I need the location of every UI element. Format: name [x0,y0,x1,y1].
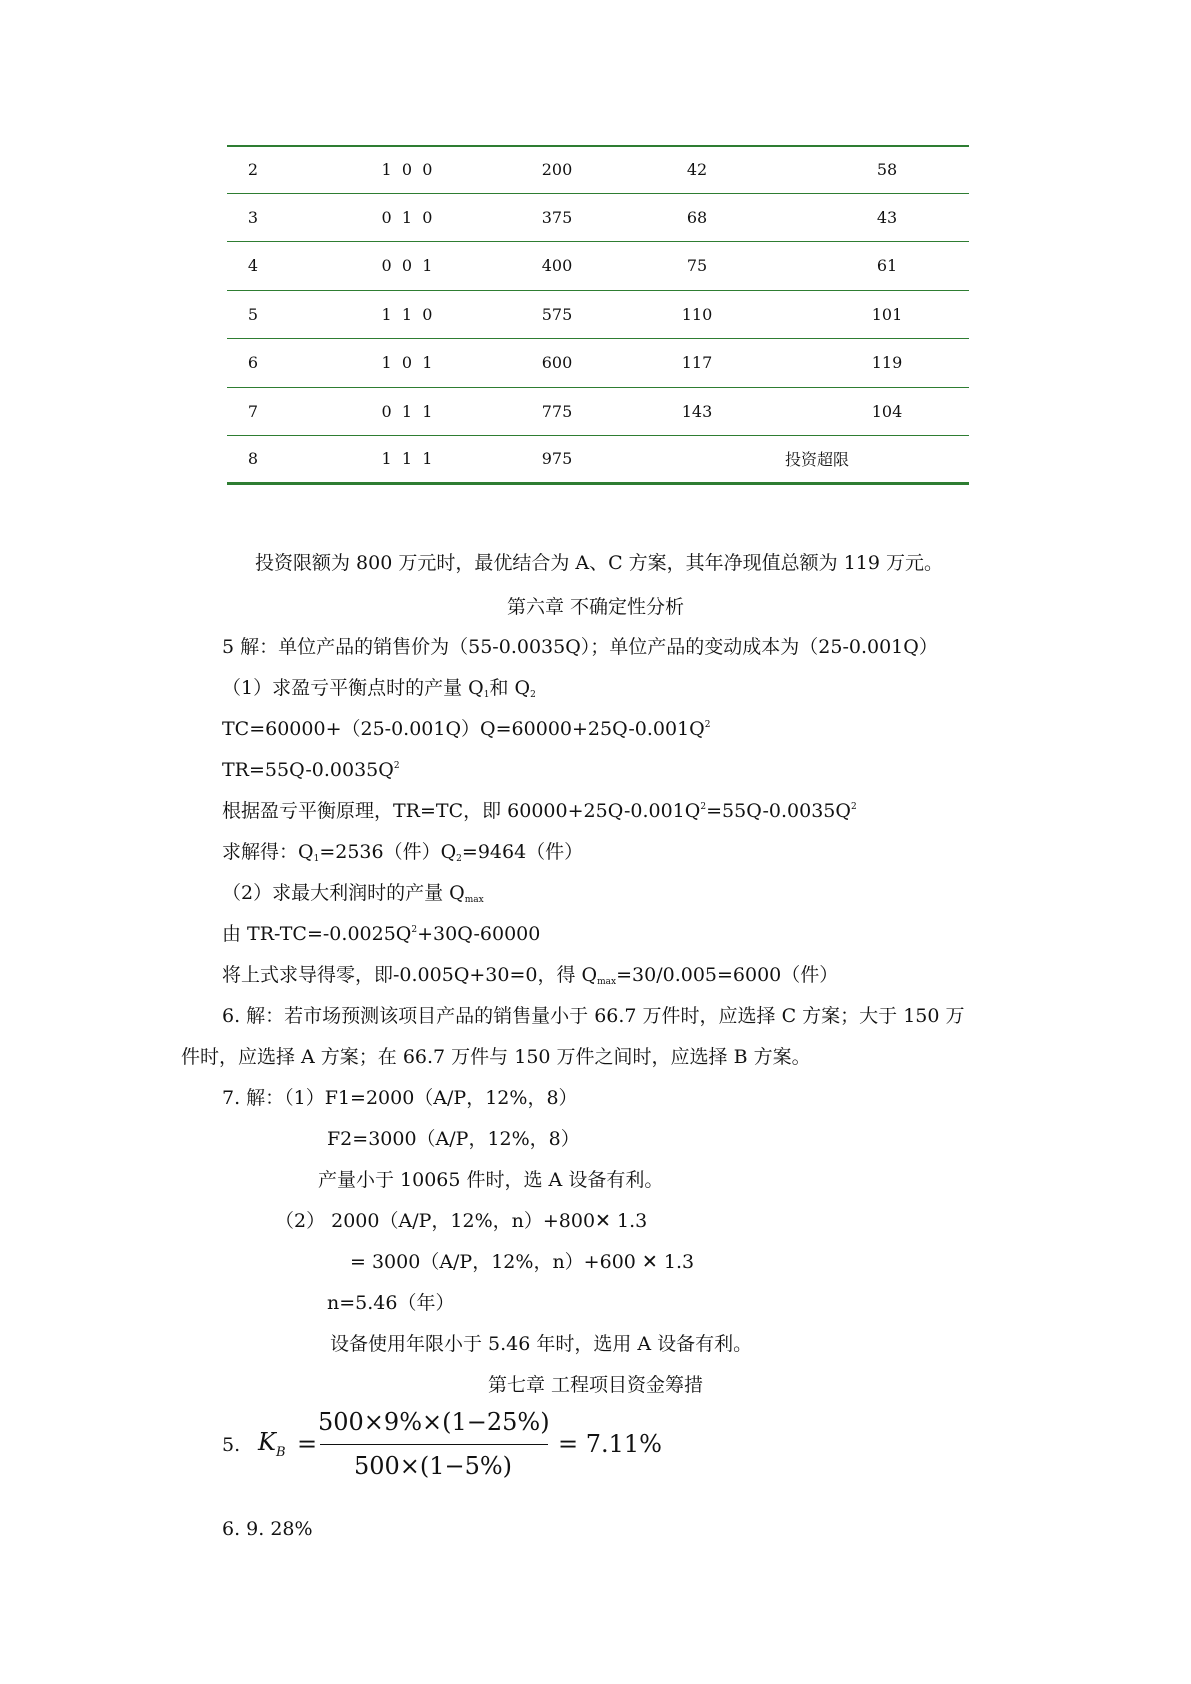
text-span: （1）求盈亏平衡点时的产量 Q [222,677,484,699]
row-number: 5 [247,304,259,324]
combination-code: 0 1 1 [381,401,433,421]
row-number: 7 [247,401,259,421]
combination-code: 0 0 1 [381,256,433,276]
value-column-2: 43 [876,207,898,227]
formula-label: 5. [222,1434,241,1456]
break-even-principle [222,802,857,821]
investment-value: 575 [541,304,573,324]
combination-code: 1 1 0 [381,304,433,324]
problem-5-intro: 5 解：单位产品的销售价为（55-0.0035Q）；单位产品的变动成本为（25-0.001Q） [222,636,938,658]
table-row [227,194,969,243]
investment-value: 775 [541,401,573,421]
problem-6-line-2: 件时，应选择 A 方案；在 66.7 万件与 150 万件之间时，应选择 B 方案。 [181,1046,811,1068]
subscript: 1 [483,690,490,700]
tc-equation [222,720,711,739]
investment-value: 600 [541,353,573,373]
value-column-1: 117 [681,353,713,373]
problem-6-answer: 6. 9. 28% [222,1518,313,1540]
text-span: 求解得：Q [222,841,314,863]
superscript: 2 [411,925,418,935]
solution-q1-q2 [222,843,583,864]
problem-5-step-1 [222,679,536,700]
combination-code: 1 0 0 [381,160,433,180]
problem-7-line-5: = 3000（A/P，12%，n）+600 ✕ 1.3 [350,1251,695,1273]
superscript: 2 [700,802,707,812]
table-row [227,436,969,485]
value-column-1: 75 [686,256,708,276]
problem-7-line-6: n=5.46（年） [327,1292,455,1314]
text-span: （2）求最大利润时的产量 Q [222,882,465,904]
fraction-denominator: 500×(1−5%) [353,1452,513,1480]
text-span: =55Q-0.0035Q [706,800,851,822]
formula-variable [258,1428,286,1460]
text-span: 和 Q [489,677,531,699]
subscript: max [597,977,617,987]
table-row [227,388,969,437]
subscript: 2 [530,690,536,700]
text-span: +30Q-60000 [417,923,541,945]
problem-5-step-2 [222,884,484,905]
text-span: TR=55Q-0.0035Q [222,759,394,781]
value-column-2: 61 [876,256,898,276]
conclusion-text: 投资限额为 800 万元时，最优结合为 A、C 方案，其年净现值总额为 119 万元。 [255,552,944,574]
row-number: 2 [247,160,259,180]
value-column-1: 42 [686,160,708,180]
text-span: 由 TR-TC=-0.0025Q [222,923,412,945]
table-row [227,242,969,291]
problem-7-line-7: 设备使用年限小于 5.46 年时，选用 A 设备有利。 [330,1333,753,1355]
text-span: K [258,1428,276,1456]
value-column-2: 119 [871,353,903,373]
combination-code: 1 0 1 [381,353,433,373]
merged-cell-over-limit: 投资超限 [784,450,849,470]
table-row [227,145,969,194]
superscript: 2 [393,761,400,771]
fraction-numerator: 500×9%×(1−25%) [318,1408,550,1436]
combination-code: 0 1 0 [381,207,433,227]
investment-value: 375 [541,207,573,227]
row-number: 3 [247,207,259,227]
cost-of-capital-formula [222,1408,722,1488]
table-row [227,339,969,388]
tr-equation [222,761,400,780]
text-span: =9464（件） [461,841,584,863]
table-row [227,291,969,340]
value-column-1: 143 [681,401,713,421]
row-number: 6 [247,353,259,373]
subscript: 2 [456,854,462,864]
fraction-bar [320,1444,548,1445]
subscript: B [275,1445,286,1460]
subscript: max [464,895,484,905]
problem-7-line-1: 7. 解：（1）F1=2000（A/P，12%，8） [222,1087,578,1109]
investment-value: 200 [541,160,573,180]
profit-equation [222,925,540,944]
derivative-solution [222,966,838,987]
problem-7-line-2: F2=3000（A/P，12%，8） [327,1128,580,1150]
problem-7-line-4: （2） 2000（A/P，12%，n）+800✕ 1.3 [275,1210,648,1232]
problem-6-line-1: 6. 解：若市场预测该项目产品的销售量小于 66.7 万件时，应选择 C 方案；大于 150 万 [222,1005,965,1027]
value-column-2: 58 [876,160,898,180]
text-span: 根据盈亏平衡原理，TR=TC，即 60000+25Q-0.001Q [222,800,701,822]
problem-7-line-3: 产量小于 10065 件时，选 A 设备有利。 [318,1169,664,1191]
investment-combination-table [227,145,969,485]
text-span: =30/0.005=6000（件） [616,964,839,986]
text-span: =2536（件）Q [319,841,457,863]
formula-result: = 7.11% [558,1430,662,1458]
chapter-7-title: 第七章 工程项目资金筹措 [487,1374,704,1396]
value-column-1: 68 [686,207,708,227]
superscript: 2 [850,802,857,812]
text-span: TC=60000+（25-0.001Q）Q=60000+25Q-0.001Q [222,718,705,740]
subscript: 1 [313,854,320,864]
value-column-2: 104 [871,401,903,421]
equals-sign: = [297,1430,318,1458]
investment-value: 975 [541,449,573,469]
text-span: 将上式求导得零，即-0.005Q+30=0，得 Q [222,964,598,986]
row-number: 4 [247,256,259,276]
investment-value: 400 [541,256,573,276]
combination-code: 1 1 1 [381,449,433,469]
chapter-6-title: 第六章 不确定性分析 [506,596,685,618]
value-column-2: 101 [871,304,903,324]
value-column-1: 110 [681,304,713,324]
superscript: 2 [704,720,711,730]
row-number: 8 [247,449,259,469]
